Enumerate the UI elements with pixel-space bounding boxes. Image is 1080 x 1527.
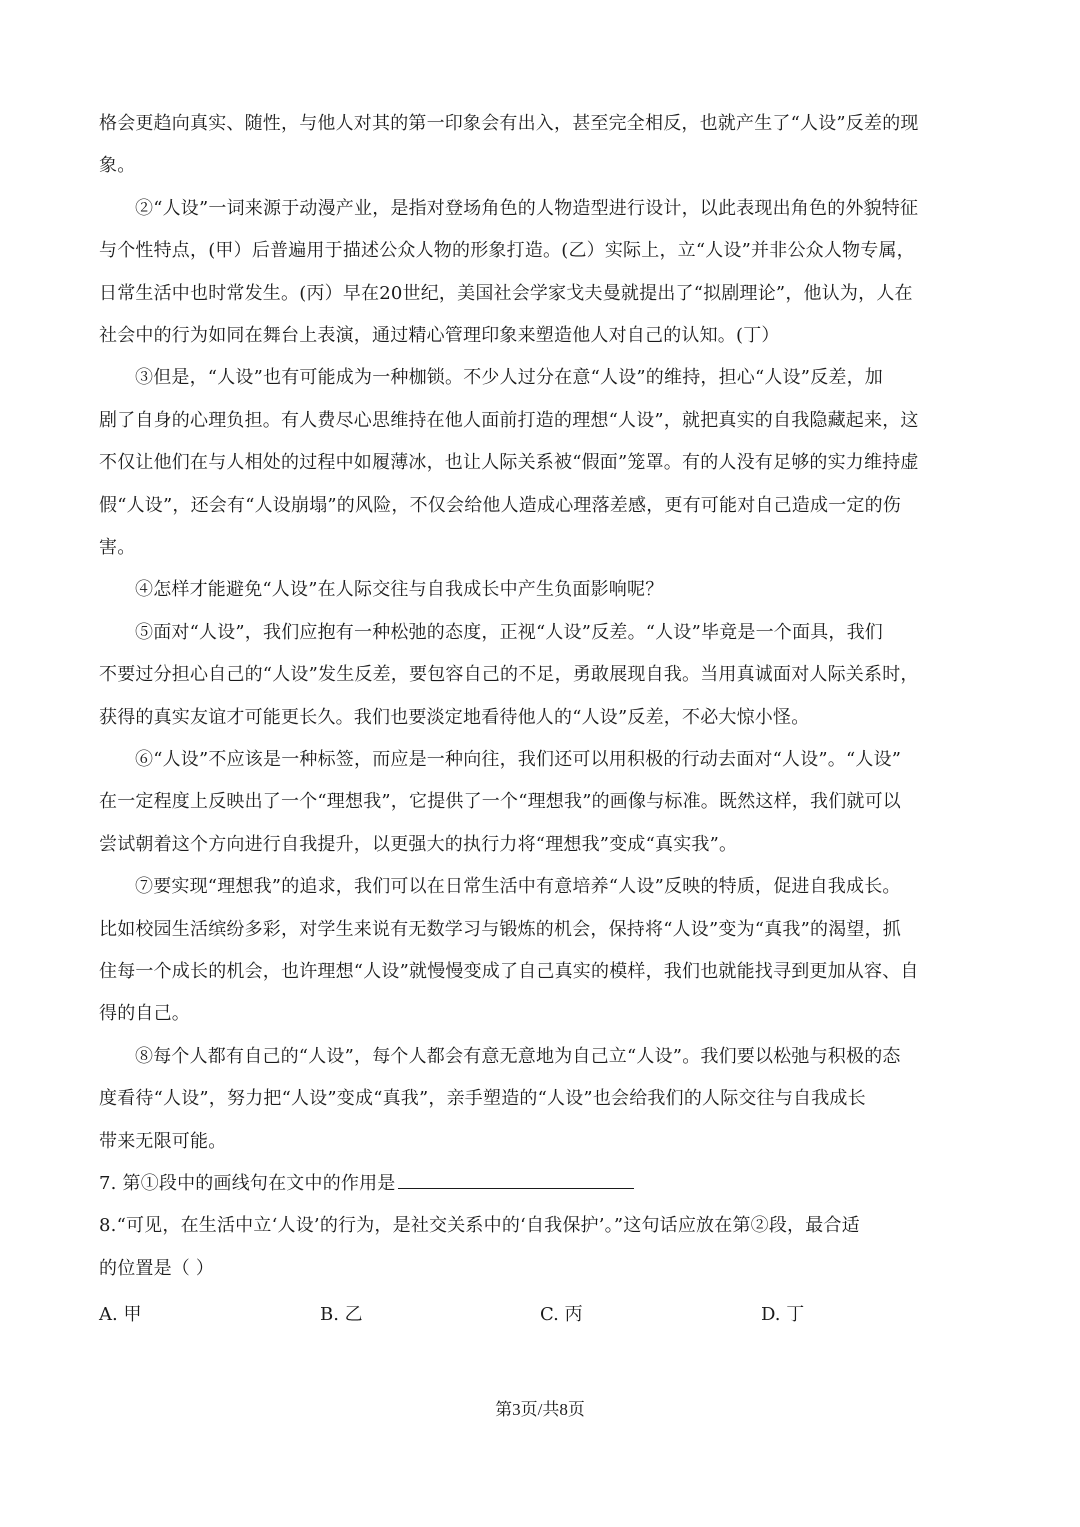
paragraph-7-line: 比如校园生活缤纷多彩，对学生来说有无数学习与锻炼的机会，保持将“人设”变为“真我”的渴望，抓 bbox=[99, 919, 902, 940]
option-d[interactable]: D. 丁 bbox=[761, 1304, 805, 1325]
paragraph-8-line: 度看待“人设”，努力把“人设”变成“真我”，亲手塑造的“人设”也会给我们的人际交往与自我成长 bbox=[99, 1088, 866, 1109]
paragraph-2-line: ②“人设”一词来源于动漫产业，是指对登场角色的人物造型进行设计，以此表现出角色的外貌特征 bbox=[135, 198, 919, 219]
paragraph-7-line: 住每一个成长的机会，也许理想“人设”就慢慢变成了自己真实的模样，我们也就能找寻到更加从容、自 bbox=[99, 961, 919, 982]
paragraph-2-line: 社会中的行为如同在舞台上表演，通过精心管理印象来塑造他人对自己的认知。(丁） bbox=[99, 325, 780, 346]
paragraph-8-line: ⑧每个人都有自己的“人设”，每个人都会有意无意地为自己立“人设”。我们要以松弛与积极的态 bbox=[135, 1046, 901, 1067]
paragraph-5-line: 获得的真实友谊才可能更长久。我们也要淡定地看待他人的“人设”反差，不必大惊小怪。 bbox=[99, 707, 810, 728]
page-number: 第3页/共8页 bbox=[495, 1400, 585, 1419]
paragraph-4-line: ④怎样才能避免“人设”在人际交往与自我成长中产生负面影响呢？ bbox=[135, 579, 664, 600]
paragraph-3-line: 不仅让他们在与人相处的过程中如履薄冰，也让人际关系被“假面”笼罩。有的人没有足够的实力维持虚 bbox=[99, 452, 919, 473]
paragraph-2-line: 日常生活中也时常发生。(丙）早在20世纪，美国社会学家戈夫曼就提出了“拟剧理论”，他认为，人在 bbox=[99, 283, 913, 304]
paragraph-6-line: 在一定程度上反映出了一个“理想我”，它提供了一个“理想我”的画像与标准。既然这样，我们就可以 bbox=[99, 791, 902, 812]
option-a[interactable]: A. 甲 bbox=[99, 1304, 142, 1325]
paragraph-3-line: 害。 bbox=[99, 537, 136, 558]
question-7 bbox=[99, 1174, 979, 1194]
paragraph-3-line: ③但是，“人设”也有可能成为一种枷锁。不少人过分在意“人设”的维持，担心“人设”反差，加 bbox=[135, 367, 884, 388]
option-c[interactable]: C. 丙 bbox=[540, 1304, 583, 1325]
answer-options bbox=[99, 1300, 979, 1325]
paragraph-2-line: 与个性特点，(甲）后普遍用于描述公众人物的形象打造。(乙）实际上，立“人设”并非公众人物专属， bbox=[99, 240, 915, 261]
question-8-line: 的位置是（ ） bbox=[99, 1258, 215, 1279]
paragraph-6-line: ⑥“人设”不应该是一种标签，而应是一种向往，我们还可以用积极的行动去面对“人设”。“人设” bbox=[135, 749, 902, 770]
paragraph-7-line: 得的自己。 bbox=[99, 1003, 190, 1024]
passage-line: 象。 bbox=[99, 155, 136, 176]
paragraph-7-line: ⑦要实现“理想我”的追求，我们可以在日常生活中有意培养“人设”反映的特质，促进自我成长。 bbox=[135, 876, 901, 897]
paragraph-3-line: 剧了自身的心理负担。有人费尽心思维持在他人面前打造的理想“人设”，就把真实的自我隐藏起来，这 bbox=[99, 410, 919, 431]
paragraph-3-line: 假“人设”，还会有“人设崩塌”的风险，不仅会给他人造成心理落差感，更有可能对自己造成一定的伤 bbox=[99, 495, 902, 516]
paragraph-6-line: 尝试朝着这个方向进行自我提升，以更强大的执行力将“理想我”变成“真实我”。 bbox=[99, 834, 738, 855]
paragraph-8-line: 带来无限可能。 bbox=[99, 1131, 227, 1152]
option-b[interactable]: B. 乙 bbox=[320, 1304, 363, 1325]
question-7-text: 7. 第①段中的画线句在文中的作用是 bbox=[99, 1173, 396, 1194]
passage-line: 格会更趋向真实、随性，与他人对其的第一印象会有出入，甚至完全相反，也就产生了“人设”反差的现 bbox=[99, 113, 919, 134]
paragraph-5-line: ⑤面对“人设”，我们应抱有一种松弛的态度，正视“人设”反差。“人设”毕竟是一个面具，我们 bbox=[135, 622, 884, 643]
answer-blank[interactable] bbox=[398, 1188, 634, 1189]
question-8-line: 8.“可见，在生活中立‘人设’的行为，是社交关系中的‘自我保护’。”这句话应放在第②段，最合适 bbox=[99, 1215, 860, 1236]
paragraph-5-line: 不要过分担心自己的“人设”发生反差，要包容自己的不足，勇敢展现自我。当用真诚面对人际关系时， bbox=[99, 664, 919, 685]
